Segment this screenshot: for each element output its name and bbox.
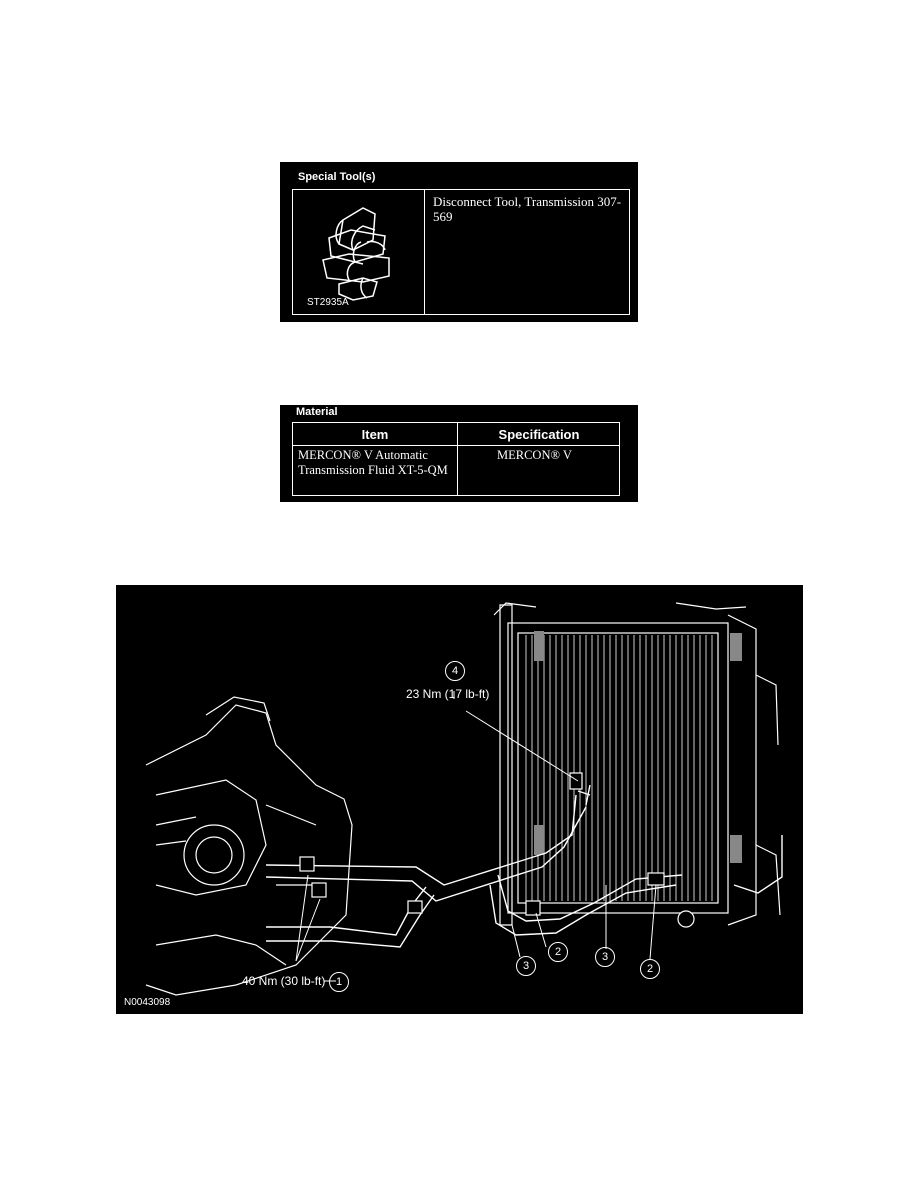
tool-image-label: ST2935A [307,297,349,308]
transmission-cooler-diagram [116,585,803,1014]
tool-description: Disconnect Tool, Transmission 307-569 [433,194,622,224]
callout-1: 1 [329,972,349,992]
radiator-fins [526,635,712,901]
torque-label-1: 40 Nm (30 lb-ft) [242,974,326,988]
special-tools-table [292,189,630,315]
material-table [292,422,620,496]
tool-image-cell [293,190,425,314]
figure-id: N0043098 [124,997,171,1008]
header-specification: Specification [498,427,580,442]
material-title: Material [296,406,338,418]
disconnect-tool-icon [293,190,423,314]
header-item: Item [361,427,389,442]
material-specification: MERCON® V [497,448,572,462]
column-divider [457,423,458,495]
special-tools-title: Special Tool(s) [298,171,376,183]
material-item: MERCON® V Automatic Transmission Fluid XT-5-QM [298,448,448,477]
material-box [280,405,638,502]
special-tools-box [280,162,638,322]
callout-4: 4 [445,661,465,681]
callout-3-left: 3 [516,956,536,976]
diagram-illustration [116,585,803,1014]
callout-2-left: 2 [548,942,568,962]
callout-2-right: 2 [640,959,660,979]
torque-label-4: 23 Nm (17 lb-ft) [406,687,490,701]
material-header-row [293,423,619,446]
callout-3-right: 3 [595,947,615,967]
